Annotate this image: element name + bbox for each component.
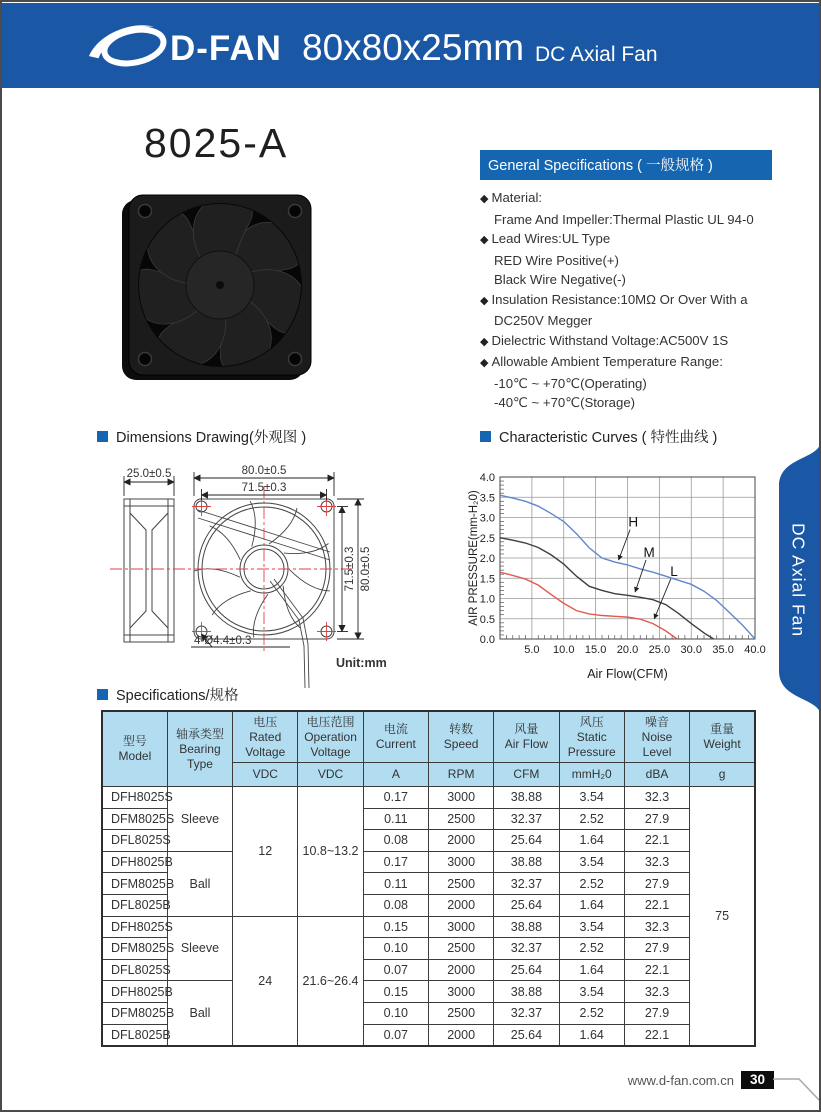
column-header bbox=[233, 711, 298, 763]
header-cn: 转数 bbox=[449, 722, 474, 736]
spec-item bbox=[480, 331, 772, 353]
header-cn: 型号 bbox=[122, 734, 147, 748]
value-cell: 2.52 bbox=[559, 808, 624, 830]
rated-voltage-cell: 12 bbox=[233, 787, 298, 917]
general-specs-heading: General Specifications ( 一般规格 ) bbox=[480, 150, 772, 180]
fan-product-photo bbox=[120, 192, 316, 382]
value-cell: 25.64 bbox=[494, 894, 559, 916]
value-cell: 2.52 bbox=[559, 873, 624, 895]
header-cn: 电流 bbox=[383, 722, 408, 736]
value-cell: 3.54 bbox=[559, 787, 624, 809]
header-en: Speed bbox=[443, 737, 479, 751]
section-title-text: Dimensions Drawing(外观图 ) bbox=[116, 430, 307, 446]
bearing-cell: Ball bbox=[167, 981, 232, 1046]
dim-unit: Unit:mm bbox=[336, 656, 387, 670]
dim-hole-pitch-v: 71.5±0.3 bbox=[344, 546, 356, 592]
value-cell: 3.54 bbox=[559, 851, 624, 873]
value-cell: 32.37 bbox=[494, 938, 559, 960]
bearing-cell: Sleeve bbox=[167, 916, 232, 981]
value-cell: 32.3 bbox=[624, 916, 689, 938]
x-tick-label: 5.0 bbox=[524, 644, 540, 656]
value-cell: 3000 bbox=[428, 916, 493, 938]
model-cell: DFH8025B bbox=[102, 981, 167, 1003]
section-title-text: Specifications/规格 bbox=[116, 688, 239, 704]
value-cell: 2000 bbox=[428, 894, 493, 916]
value-cell: 1.64 bbox=[559, 894, 624, 916]
dim-outer-height: 80.0±0.5 bbox=[360, 546, 372, 592]
chart-grid bbox=[500, 477, 755, 639]
spec-item bbox=[480, 393, 772, 413]
spec-item-text: -40℃ ~ +70℃(Storage) bbox=[494, 395, 636, 410]
curve-label-L: L bbox=[670, 563, 678, 579]
spec-item bbox=[480, 311, 772, 331]
model-cell: DFH8025S bbox=[102, 787, 167, 809]
product-type: DC Axial Fan bbox=[535, 43, 658, 66]
header-cn: 噪音 bbox=[645, 714, 670, 729]
value-cell: 22.1 bbox=[624, 1024, 689, 1046]
curves-section-title bbox=[480, 426, 717, 447]
column-header bbox=[428, 711, 493, 763]
square-bullet-icon bbox=[480, 431, 491, 442]
y-tick-label: 3.0 bbox=[479, 512, 495, 525]
value-cell: 1.64 bbox=[559, 959, 624, 981]
spec-item-text: Allowable Ambient Temperature Range: bbox=[491, 354, 723, 369]
value-cell: 2.52 bbox=[559, 938, 624, 960]
y-tick-label: 2.5 bbox=[479, 532, 495, 545]
value-cell: 25.64 bbox=[494, 1024, 559, 1046]
unit-header: g bbox=[690, 763, 755, 787]
header-cn: 风量 bbox=[514, 722, 539, 736]
specifications-table bbox=[101, 710, 756, 1047]
rated-voltage-cell: 24 bbox=[233, 916, 298, 1046]
dimensions-drawing bbox=[94, 450, 394, 695]
unit-header: A bbox=[363, 763, 428, 787]
unit-header: mmH₂0 bbox=[559, 763, 624, 787]
value-cell: 2500 bbox=[428, 873, 493, 895]
value-cell: 0.10 bbox=[363, 1002, 428, 1024]
voltage-range-cell: 10.8~13.2 bbox=[298, 787, 363, 917]
spec-item-text: Material: bbox=[491, 190, 543, 205]
x-axis-title: Air Flow(CFM) bbox=[587, 667, 668, 681]
model-cell: DFH8025S bbox=[102, 916, 167, 938]
column-header bbox=[559, 711, 624, 763]
value-cell: 0.17 bbox=[363, 851, 428, 873]
spec-item-text: DC250V Megger bbox=[494, 313, 593, 328]
header-cn: 重量 bbox=[710, 722, 735, 736]
value-cell: 2500 bbox=[428, 1002, 493, 1024]
x-tick-label: 35.0 bbox=[712, 644, 734, 656]
corner-decoration bbox=[773, 1071, 821, 1107]
value-cell: 27.9 bbox=[624, 1002, 689, 1024]
column-header bbox=[624, 711, 689, 763]
value-cell: 0.08 bbox=[363, 830, 428, 852]
annotation-arrow bbox=[635, 560, 646, 592]
header-en: Current bbox=[375, 737, 416, 751]
page-header bbox=[2, 3, 819, 88]
value-cell: 3.54 bbox=[559, 981, 624, 1003]
spec-item bbox=[480, 290, 772, 312]
spec-item bbox=[480, 374, 772, 394]
value-cell: 0.17 bbox=[363, 787, 428, 809]
value-cell: 0.11 bbox=[363, 873, 428, 895]
value-cell: 2000 bbox=[428, 1024, 493, 1046]
side-tab-label: DC Axial Fan bbox=[788, 522, 809, 638]
value-cell: 32.37 bbox=[494, 808, 559, 830]
table-row bbox=[102, 787, 755, 809]
value-cell: 25.64 bbox=[494, 959, 559, 981]
spec-item-text: Dielectric Withstand Voltage:AC500V 1S bbox=[491, 332, 729, 348]
value-cell: 0.07 bbox=[363, 959, 428, 981]
model-cell: DFM8025B bbox=[102, 1002, 167, 1024]
y-tick-label: 0.0 bbox=[479, 634, 495, 646]
x-tick-label: 25.0 bbox=[648, 644, 671, 656]
spec-item-text: Insulation Resistance:10MΩ Or Over With a bbox=[491, 291, 748, 307]
header-cn: 电压范围 bbox=[306, 714, 355, 729]
x-tick-label: 40.0 bbox=[744, 644, 766, 656]
value-cell: 22.1 bbox=[624, 830, 689, 852]
header-en: Model bbox=[118, 749, 152, 763]
spec-item-text: Lead Wires:UL Type bbox=[491, 231, 611, 246]
unit-header: RPM bbox=[428, 763, 493, 787]
x-tick-label: 15.0 bbox=[584, 644, 607, 656]
x-tick-label: 10.0 bbox=[553, 644, 575, 656]
y-tick-label: 3.5 bbox=[479, 492, 495, 505]
dimensions-section-title bbox=[97, 426, 306, 447]
value-cell: 1.64 bbox=[559, 1024, 624, 1046]
value-cell: 3000 bbox=[428, 851, 493, 873]
header-en: Weight bbox=[703, 737, 741, 751]
y-tick-label: 1.5 bbox=[479, 573, 495, 586]
product-size: 80x80x25mm bbox=[302, 27, 525, 68]
unit-header: CFM bbox=[494, 763, 559, 787]
curve-label-H: H bbox=[628, 514, 639, 530]
section-title-text: Characteristic Curves ( 特性曲线 ) bbox=[499, 430, 718, 446]
general-specs-list bbox=[480, 188, 772, 413]
spec-item-text: Frame And Impeller:Thermal Plastic UL 94-0 bbox=[494, 211, 754, 227]
value-cell: 32.37 bbox=[494, 1002, 559, 1024]
value-cell: 38.88 bbox=[494, 787, 559, 809]
diamond-bullet-icon: ◆ bbox=[480, 294, 489, 307]
spec-item bbox=[480, 352, 772, 374]
value-cell: 2000 bbox=[428, 830, 493, 852]
value-cell: 27.9 bbox=[624, 938, 689, 960]
model-cell: DFM8025B bbox=[102, 873, 167, 895]
header-en: Air Flow bbox=[504, 737, 549, 751]
header-en: Noise Level bbox=[641, 729, 673, 759]
value-cell: 2.52 bbox=[559, 1002, 624, 1024]
model-cell: DFM8025S bbox=[102, 938, 167, 960]
model-cell: DFL8025B bbox=[102, 1024, 167, 1046]
diamond-bullet-icon: ◆ bbox=[480, 193, 489, 205]
curve-L bbox=[500, 572, 677, 639]
value-cell: 0.08 bbox=[363, 894, 428, 916]
y-tick-label: 0.5 bbox=[479, 613, 495, 626]
voltage-range-cell: 21.6~26.4 bbox=[298, 916, 363, 1046]
header-en: Rated Voltage bbox=[245, 729, 286, 759]
value-cell: 27.9 bbox=[624, 873, 689, 895]
unit-header: dBA bbox=[624, 763, 689, 787]
header-cn: 风压 bbox=[579, 714, 604, 729]
value-cell: 32.3 bbox=[624, 851, 689, 873]
table-row bbox=[102, 916, 755, 938]
y-tick-label: 2.0 bbox=[479, 553, 495, 565]
y-tick-label: 1.0 bbox=[479, 593, 495, 606]
header-en: Static Pressure bbox=[567, 729, 616, 759]
diamond-bullet-icon: ◆ bbox=[480, 357, 489, 369]
spec-item bbox=[480, 251, 772, 271]
spec-item bbox=[480, 210, 772, 230]
model-cell: DFL8025B bbox=[102, 894, 167, 916]
value-cell: 0.10 bbox=[363, 938, 428, 960]
curve-label-M: M bbox=[643, 545, 655, 561]
spec-item bbox=[480, 270, 772, 290]
bearing-cell: Sleeve bbox=[167, 787, 232, 852]
column-header bbox=[494, 711, 559, 763]
unit-header: VDC bbox=[233, 763, 298, 787]
value-cell: 0.15 bbox=[363, 916, 428, 938]
page-number: 30 bbox=[741, 1071, 774, 1089]
x-tick-label: 30.0 bbox=[680, 644, 702, 656]
page-footer bbox=[462, 1071, 774, 1089]
diamond-bullet-icon: ◆ bbox=[480, 234, 489, 246]
diamond-bullet-icon: ◆ bbox=[480, 335, 489, 348]
value-cell: 22.1 bbox=[624, 959, 689, 981]
value-cell: 3000 bbox=[428, 981, 493, 1003]
column-header bbox=[102, 711, 167, 787]
model-cell: DFM8025S bbox=[102, 808, 167, 830]
spec-item-text: -10℃ ~ +70℃(Operating) bbox=[494, 375, 647, 391]
value-cell: 32.3 bbox=[624, 787, 689, 809]
header-en: Operation Voltage bbox=[304, 729, 357, 759]
dfan-logo-icon bbox=[86, 17, 170, 75]
value-cell: 38.88 bbox=[494, 981, 559, 1003]
value-cell: 3000 bbox=[428, 787, 493, 809]
header-cn: 轴承类型 bbox=[175, 726, 224, 741]
value-cell: 0.11 bbox=[363, 808, 428, 830]
header-en: Bearing Type bbox=[179, 741, 221, 771]
value-cell: 1.64 bbox=[559, 830, 624, 852]
minor-ticks bbox=[500, 481, 749, 639]
dim-side-width: 25.0±0.5 bbox=[126, 468, 172, 480]
value-cell: 38.88 bbox=[494, 851, 559, 873]
column-header bbox=[167, 711, 232, 787]
weight-cell: 75 bbox=[690, 787, 755, 1046]
table-row bbox=[102, 981, 755, 1003]
y-axis-title: AIR PRESSURE(mm-H₂0) bbox=[468, 490, 480, 626]
dim-hole-pitch-h: 71.5±0.3 bbox=[241, 482, 287, 494]
value-cell: 22.1 bbox=[624, 894, 689, 916]
characteristic-curves-chart bbox=[467, 450, 779, 685]
column-header bbox=[298, 711, 363, 763]
value-cell: 2500 bbox=[428, 938, 493, 960]
header-cn: 电压 bbox=[253, 714, 278, 729]
value-cell: 32.37 bbox=[494, 873, 559, 895]
table-row bbox=[102, 851, 755, 873]
spec-item-text: Black Wire Negative(-) bbox=[494, 272, 626, 287]
website-url: www.d-fan.com.cn bbox=[627, 1072, 734, 1088]
model-cell: DFL8025S bbox=[102, 959, 167, 981]
general-specifications bbox=[480, 150, 772, 413]
value-cell: 38.88 bbox=[494, 916, 559, 938]
value-cell: 25.64 bbox=[494, 830, 559, 852]
model-title: 8025-A bbox=[144, 120, 289, 166]
y-tick-label: 4.0 bbox=[479, 472, 495, 484]
value-cell: 27.9 bbox=[624, 808, 689, 830]
spec-item-text: RED Wire Positive(+) bbox=[494, 252, 619, 268]
bearing-cell: Ball bbox=[167, 851, 232, 916]
value-cell: 0.15 bbox=[363, 981, 428, 1003]
value-cell: 2500 bbox=[428, 808, 493, 830]
column-header bbox=[363, 711, 428, 763]
value-cell: 32.3 bbox=[624, 981, 689, 1003]
column-header bbox=[690, 711, 755, 763]
dim-holes: 4-Ø4.4±0.3 bbox=[194, 635, 252, 647]
x-tick-label: 20.0 bbox=[616, 644, 639, 656]
square-bullet-icon bbox=[97, 431, 108, 442]
value-cell: 0.07 bbox=[363, 1024, 428, 1046]
dim-outer-width: 80.0±0.5 bbox=[241, 465, 287, 477]
brand-name: D-FAN bbox=[170, 29, 282, 68]
spec-item bbox=[480, 229, 772, 251]
value-cell: 2000 bbox=[428, 959, 493, 981]
value-cell: 3.54 bbox=[559, 916, 624, 938]
annotation-arrow bbox=[619, 530, 630, 560]
model-cell: DFH8025B bbox=[102, 851, 167, 873]
model-cell: DFL8025S bbox=[102, 830, 167, 852]
spec-item bbox=[480, 188, 772, 210]
unit-header: VDC bbox=[298, 763, 363, 787]
